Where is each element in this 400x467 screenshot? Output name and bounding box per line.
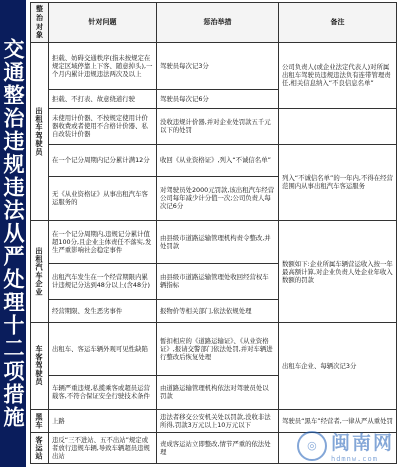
note-cell: 出租车企业、每辆次记3分 — [279, 322, 397, 409]
measure-cell: 驾驶员每次记3分 — [157, 43, 279, 90]
header-row — [31, 3, 397, 43]
note-cell — [279, 108, 397, 144]
header-measure: 惩治举措 — [157, 3, 279, 43]
table-row — [31, 322, 397, 375]
site-logo-icon: ◎ — [297, 431, 327, 461]
note-cell: 数额如下:企业所属车辆营运收入按一年最高额计算,对企业负责人处企业年收入数额的罚款 — [279, 221, 397, 323]
problem-cell: 拒载、不打表、故意绕道行驶 — [49, 89, 157, 108]
problem-cell: 无《从业资格证》从事出租汽车客运服务的 — [49, 176, 157, 221]
watermark-name: 闽南网 — [330, 432, 394, 454]
measure-cell: 驾驶员每次记6分 — [157, 89, 279, 108]
problem-cell: 拒载、妨碍交通秩序(指未按规定在规定区域停靠上下客、随意掉头),一个月内累计违规违法两次及以上 — [49, 43, 157, 90]
measure-cell: 没收违规计价器,并对企业处罚款五千元以下的处罚 — [157, 108, 279, 144]
problem-cell: 上路 — [49, 409, 157, 432]
measure-cell: 暂扣相应的《道路运输证》、《从业资格证》,报请交警部门依法处罚,并对车辆进行整改后恢复处理 — [157, 322, 279, 375]
measure-cell: 由县级市道路运输管理处收回经营权车辆指标 — [157, 263, 279, 299]
watermark-url: hdmnw.com — [330, 455, 378, 463]
measure-cell: 报物价等相关部门,依法依规处理 — [157, 299, 279, 322]
measure-cell: 违法者移交公安机关处以罚款,没收非法所得,罚款3万元以上10万元以下 — [157, 409, 279, 432]
header-target: 整治对象 — [31, 3, 49, 43]
problem-cell: 经营期限、发生恶劣事件 — [49, 299, 157, 322]
measure-cell: 由县级市道路运输管理机构责令整改,并处罚款 — [157, 221, 279, 263]
target-taxi-company: 出租汽车企业 — [31, 221, 49, 323]
header-problem: 针对问题 — [49, 3, 157, 43]
target-black-car: 黑车 — [31, 409, 49, 432]
problem-cell: 出租车、客运车辆外观可见性缺陷 — [49, 322, 157, 375]
note-cell: 公司负责人(或企业法定代表人)对所属出租车驾驶员违规违法负有连带管理责任,相关信息纳入“不良信息名单” — [279, 43, 397, 109]
table-row — [31, 144, 397, 176]
table-row — [31, 108, 397, 144]
problem-cell: 出租汽车发生在一个经营期限内累计违规记分达到48分以上(含48分) — [49, 263, 157, 299]
header-note: 备注 — [279, 3, 397, 43]
problem-cell: 未使用计价器、不按规定使用计价器收费或者使用不合格计价器、私自改装计价器 — [49, 108, 157, 144]
measure-cell: 收回《从业资格证》,列入“不诚信名单” — [157, 144, 279, 176]
note-cell: 驾驶员“黑车”经营者,一律从严从重处罚 — [279, 409, 397, 432]
table-row — [31, 43, 397, 90]
measures-table — [30, 2, 397, 464]
problem-cell: 在一个记分周期内记分累计满12分 — [49, 144, 157, 176]
problem-cell: 违反“三不进站、五不出站”规定或者放行违规车辆,导致车辆超员违规出站 — [49, 433, 157, 464]
title-sidebar — [0, 0, 26, 467]
measure-cell: 由道路运输管理机构依法对驾驶员处以罚款 — [157, 375, 279, 409]
note-cell: 列入“不诚信名单”的一年内,不得在经营范围内从事出租汽车客运服务 — [279, 144, 397, 220]
target-terminal: 客运站 — [31, 433, 49, 464]
page-title: 交通整治违规违法从严处理十二项措施 — [1, 38, 25, 429]
measure-cell: 责成客运站立即整改,情节严重的依法处理 — [157, 433, 279, 464]
problem-cell: 在一个记分周期内,违规记分累计值超100分,且企业主体责任不落实,发生严重影响社会稳定事件 — [49, 221, 157, 263]
target-taxi-driver: 出租车驾驶员 — [31, 43, 49, 221]
problem-cell: 车辆严重违规,私揽乘客或超员运营载客,不符合保证安全行驶技术条件 — [49, 375, 157, 409]
measure-cell: 对驾驶员处2000元罚款,该出租汽车经营公司每年减少计分值一次;公司负责人每次记6分 — [157, 176, 279, 221]
site-watermark — [297, 428, 394, 463]
table-row — [31, 221, 397, 263]
target-bus-driver: 车客驾驶员 — [31, 322, 49, 409]
